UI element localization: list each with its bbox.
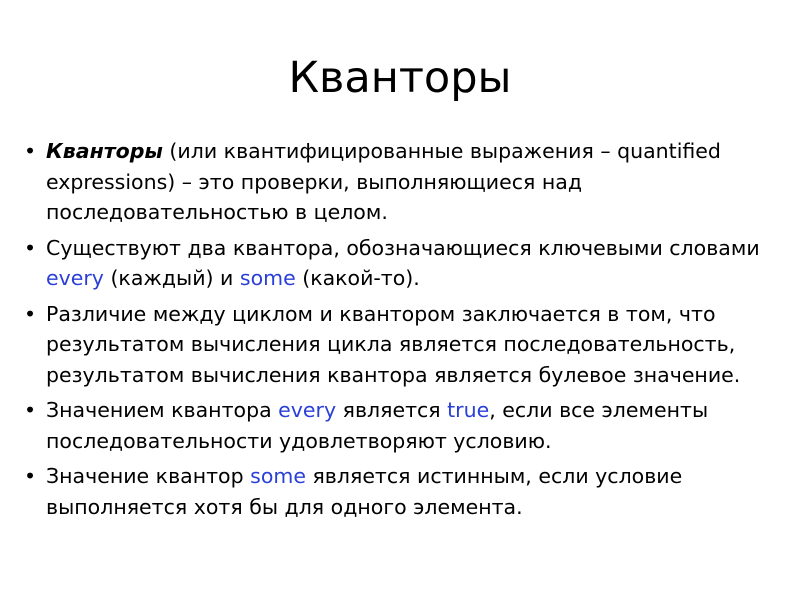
bullet-list xyxy=(22,136,782,527)
bullet-item xyxy=(22,233,782,294)
term-kvantory: Кванторы xyxy=(46,139,163,163)
bullet-text: Значение квантор xyxy=(46,464,251,488)
bullet-marker: • xyxy=(24,464,37,488)
bullet-text: является xyxy=(336,398,448,422)
bullet-text: Различие между циклом и квантором заключается в том, что результатом вычисления цикла является последовательность, результатом вычисления квантора является булевое значение. xyxy=(46,301,741,387)
keyword-every: every xyxy=(46,266,104,290)
bullet-marker: • xyxy=(24,301,37,326)
bullet-item xyxy=(22,136,782,228)
bullet-text: Значением квантора xyxy=(46,398,279,422)
bullet-item xyxy=(22,395,782,456)
bullet-text: (или квантифицированные выражения – quantified expressions) – это проверки, выполняющиеся над последовательностью в целом. xyxy=(46,139,721,224)
bullet-text: , если все элементы последовательности удовлетворяют условию. xyxy=(46,398,709,453)
bullet-text: является истинным, если условие выполняется хотя бы для одного элемента. xyxy=(46,464,683,519)
bullet-marker: • xyxy=(24,398,37,422)
keyword-true: true xyxy=(447,398,490,422)
bullet-item xyxy=(22,299,782,391)
bullet-text: Существуют два квантора, обозначающиеся ключевыми словами xyxy=(46,235,760,260)
keyword-every: every xyxy=(278,398,337,422)
keyword-some: some xyxy=(239,266,296,290)
slide-title: Кванторы xyxy=(288,53,512,103)
bullet-item xyxy=(22,461,782,522)
bullet-text: (какой-то). xyxy=(295,266,420,290)
bullet-marker: • xyxy=(24,139,37,163)
bullet-marker: • xyxy=(24,235,37,260)
bullet-text: (каждый) и xyxy=(103,266,240,290)
keyword-some: some xyxy=(250,464,306,488)
